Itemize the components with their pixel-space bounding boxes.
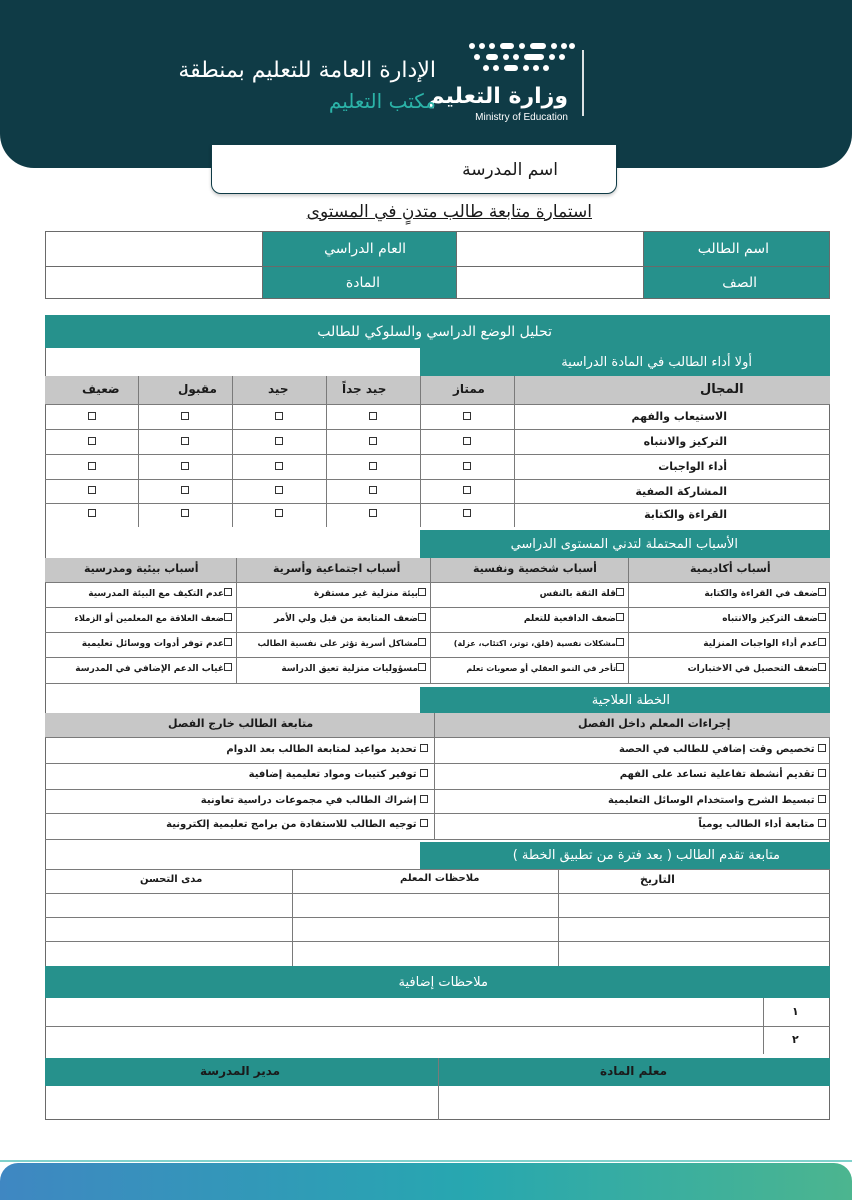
logo-dots-icon	[466, 40, 576, 74]
cause-item: مشكلات نفسية (قلق، توتر، اكتئاب، عزلة)	[434, 638, 624, 648]
checkbox[interactable]	[224, 613, 232, 621]
checkbox[interactable]	[369, 486, 377, 494]
checkbox[interactable]	[616, 588, 624, 596]
checkbox[interactable]	[275, 486, 283, 494]
checkbox[interactable]	[181, 509, 189, 517]
cause-item: تأخر في النمو العقلي أو صعوبات تعلم	[434, 663, 624, 673]
checkbox[interactable]	[275, 462, 283, 470]
student-name-label: اسم الطالب	[643, 231, 830, 267]
checkbox[interactable]	[418, 638, 426, 646]
performance-section-title: أولا أداء الطالب في المادة الدراسية	[420, 348, 830, 376]
checkbox[interactable]	[224, 638, 232, 646]
field-header: المجال	[700, 382, 744, 397]
checkbox[interactable]	[369, 437, 377, 445]
teacher-signature-field[interactable]	[439, 1086, 829, 1119]
logo-english-text: Ministry of Education	[475, 112, 568, 123]
plan-inside-header: إجراءات المعلم داخل الفصل	[578, 717, 731, 730]
checkbox[interactable]	[418, 613, 426, 621]
logo-divider	[582, 50, 584, 116]
academic-year-field[interactable]	[45, 231, 263, 267]
checkbox[interactable]	[420, 744, 428, 752]
checkbox[interactable]	[369, 462, 377, 470]
ministry-logo	[428, 40, 584, 124]
cause-item: مشاكل أسرية تؤثر على نفسية الطالب	[240, 638, 426, 649]
teacher-signature-label: معلم المادة	[600, 1064, 668, 1078]
page-header	[0, 0, 852, 168]
checkbox[interactable]	[616, 638, 624, 646]
plan-item: إشراك الطالب في مجموعات دراسية تعاونية	[50, 795, 428, 806]
checkbox[interactable]	[818, 638, 826, 646]
checkbox[interactable]	[420, 819, 428, 827]
cause-item: ضعف الدافعية للتعلم	[434, 613, 624, 624]
form-title: استمارة متابعة طالب متدنٍ في المستوى	[306, 202, 592, 222]
checkbox[interactable]	[275, 509, 283, 517]
cause-item: مسؤوليات منزلية تعيق الدراسة	[240, 663, 426, 674]
level-very-good: جيد جداً	[342, 382, 387, 396]
cause-item: ضعف المتابعة من قبل ولي الأمر	[240, 613, 426, 624]
checkbox[interactable]	[224, 663, 232, 671]
academic-year-label: العام الدراسي	[262, 231, 457, 267]
checkbox[interactable]	[275, 437, 283, 445]
checkbox[interactable]	[418, 588, 426, 596]
checkbox[interactable]	[88, 462, 96, 470]
subject-label: المادة	[262, 266, 457, 299]
performance-row-label: التركيز والانتباه	[643, 435, 727, 448]
cause-item: عدم توفر أدوات ووسائل تعليمية	[48, 638, 232, 649]
cause-item: بيئة منزلية غير مستقرة	[240, 588, 426, 599]
note-number: ١	[792, 1005, 799, 1018]
checkbox[interactable]	[88, 509, 96, 517]
checkbox[interactable]	[616, 663, 624, 671]
checkbox[interactable]	[818, 663, 826, 671]
cause-item: ضعف في القراءة والكتابة	[632, 588, 826, 599]
school-name-box[interactable]	[211, 144, 617, 194]
checkbox[interactable]	[224, 588, 232, 596]
plan-item: توفير كتيبات ومواد تعليمية إضافية	[50, 769, 428, 780]
note-number: ٢	[792, 1033, 799, 1046]
cause-item: عدم أداء الواجبات المنزلية	[632, 638, 826, 649]
checkbox[interactable]	[818, 588, 826, 596]
checkbox[interactable]	[818, 819, 826, 827]
checkbox[interactable]	[463, 412, 471, 420]
checkbox[interactable]	[369, 509, 377, 517]
grade-label: الصف	[643, 266, 830, 299]
progress-header-date: التاريخ	[640, 873, 675, 886]
performance-row-label: المشاركة الصفية	[635, 485, 727, 498]
checkbox[interactable]	[181, 462, 189, 470]
principal-signature-label: مدير المدرسة	[200, 1064, 281, 1078]
progress-header-improvement: مدى التحسن	[140, 874, 203, 885]
plan-item: تخصيص وقت إضافي للطالب في الحصة	[440, 744, 826, 755]
header-subtitle: مكتب التعليم	[328, 89, 436, 113]
plan-item: تقديم أنشطة تفاعلية تساعد على الفهم	[440, 769, 826, 780]
causes-section-title: الأسباب المحتملة لتدني المستوى الدراسي	[420, 530, 830, 558]
note-field-2[interactable]	[46, 1027, 762, 1053]
subject-field[interactable]	[45, 266, 263, 299]
plan-section-title: الخطة العلاجية	[420, 687, 830, 713]
plan-item: متابعة أداء الطالب يومياً	[440, 819, 826, 830]
cause-item: ضعف التركيز والانتباه	[632, 613, 826, 624]
checkbox[interactable]	[463, 486, 471, 494]
performance-row-label: القراءة والكتابة	[644, 508, 727, 521]
causes-header-academic: أسباب أكاديمية	[690, 562, 771, 575]
progress-section-title: متابعة تقدم الطالب ( بعد فترة من تطبيق الخطة )	[420, 842, 830, 869]
plan-item: توجيه الطالب للاستفادة من برامج تعليمية إلكترونية	[50, 819, 428, 830]
progress-entry-rows[interactable]	[45, 893, 830, 966]
checkbox[interactable]	[818, 744, 826, 752]
checkbox[interactable]	[818, 613, 826, 621]
checkbox[interactable]	[463, 509, 471, 517]
causes-header-social: أسباب اجتماعية وأسرية	[273, 562, 401, 575]
checkbox[interactable]	[88, 412, 96, 420]
footer-divider	[0, 1160, 852, 1162]
grade-field[interactable]	[456, 266, 644, 299]
cause-item: قلة الثقة بالنفس	[434, 588, 624, 599]
note-field-1[interactable]	[46, 999, 762, 1025]
checkbox[interactable]	[818, 795, 826, 803]
header-title: الإدارة العامة للتعليم بمنطقة	[178, 58, 436, 83]
analysis-title: تحليل الوضع الدراسي والسلوكي للطالب	[45, 315, 830, 348]
plan-outside-header: متابعة الطالب خارج الفصل	[168, 717, 314, 730]
student-name-field[interactable]	[456, 231, 644, 267]
cause-item: عدم التكيف مع البيئة المدرسية	[48, 588, 232, 599]
checkbox[interactable]	[463, 437, 471, 445]
notes-section-title: ملاحظات إضافية	[45, 966, 830, 998]
level-excellent: ممتاز	[453, 382, 485, 396]
cause-item: ضعف التحصيل في الاختبارات	[632, 663, 826, 674]
checkbox[interactable]	[616, 613, 624, 621]
level-acceptable: مقبول	[178, 382, 217, 396]
level-good: جيد	[268, 382, 289, 396]
checkbox[interactable]	[88, 437, 96, 445]
plan-item: تبسيط الشرح واستخدام الوسائل التعليمية	[440, 795, 826, 806]
checkbox[interactable]	[463, 462, 471, 470]
school-name-label: اسم المدرسة	[462, 160, 558, 180]
checkbox[interactable]	[181, 412, 189, 420]
checkbox[interactable]	[275, 412, 283, 420]
checkbox[interactable]	[818, 769, 826, 777]
performance-row-label: الاستيعاب والفهم	[631, 410, 727, 423]
checkbox[interactable]	[418, 663, 426, 671]
logo-arabic-text: وزارة التعليم	[428, 84, 568, 109]
checkbox[interactable]	[369, 412, 377, 420]
checkbox[interactable]	[88, 486, 96, 494]
performance-row-label: أداء الواجبات	[658, 460, 727, 473]
footer-band	[0, 1163, 852, 1200]
plan-item: تحديد مواعيد لمتابعة الطالب بعد الدوام	[50, 744, 428, 755]
checkbox[interactable]	[420, 769, 428, 777]
checkbox[interactable]	[181, 486, 189, 494]
causes-header-personal: أسباب شخصية ونفسية	[473, 562, 597, 575]
principal-signature-field[interactable]	[46, 1086, 437, 1119]
cause-item: غياب الدعم الإضافي في المدرسة	[48, 663, 232, 674]
cause-item: ضعف العلاقة مع المعلمين أو الزملاء	[48, 613, 232, 624]
progress-header-notes: ملاحظات المعلم	[400, 873, 480, 884]
causes-header-environmental: أسباب بيئية ومدرسية	[84, 562, 199, 575]
checkbox[interactable]	[181, 437, 189, 445]
checkbox[interactable]	[420, 795, 428, 803]
level-weak: ضعيف	[82, 382, 120, 396]
